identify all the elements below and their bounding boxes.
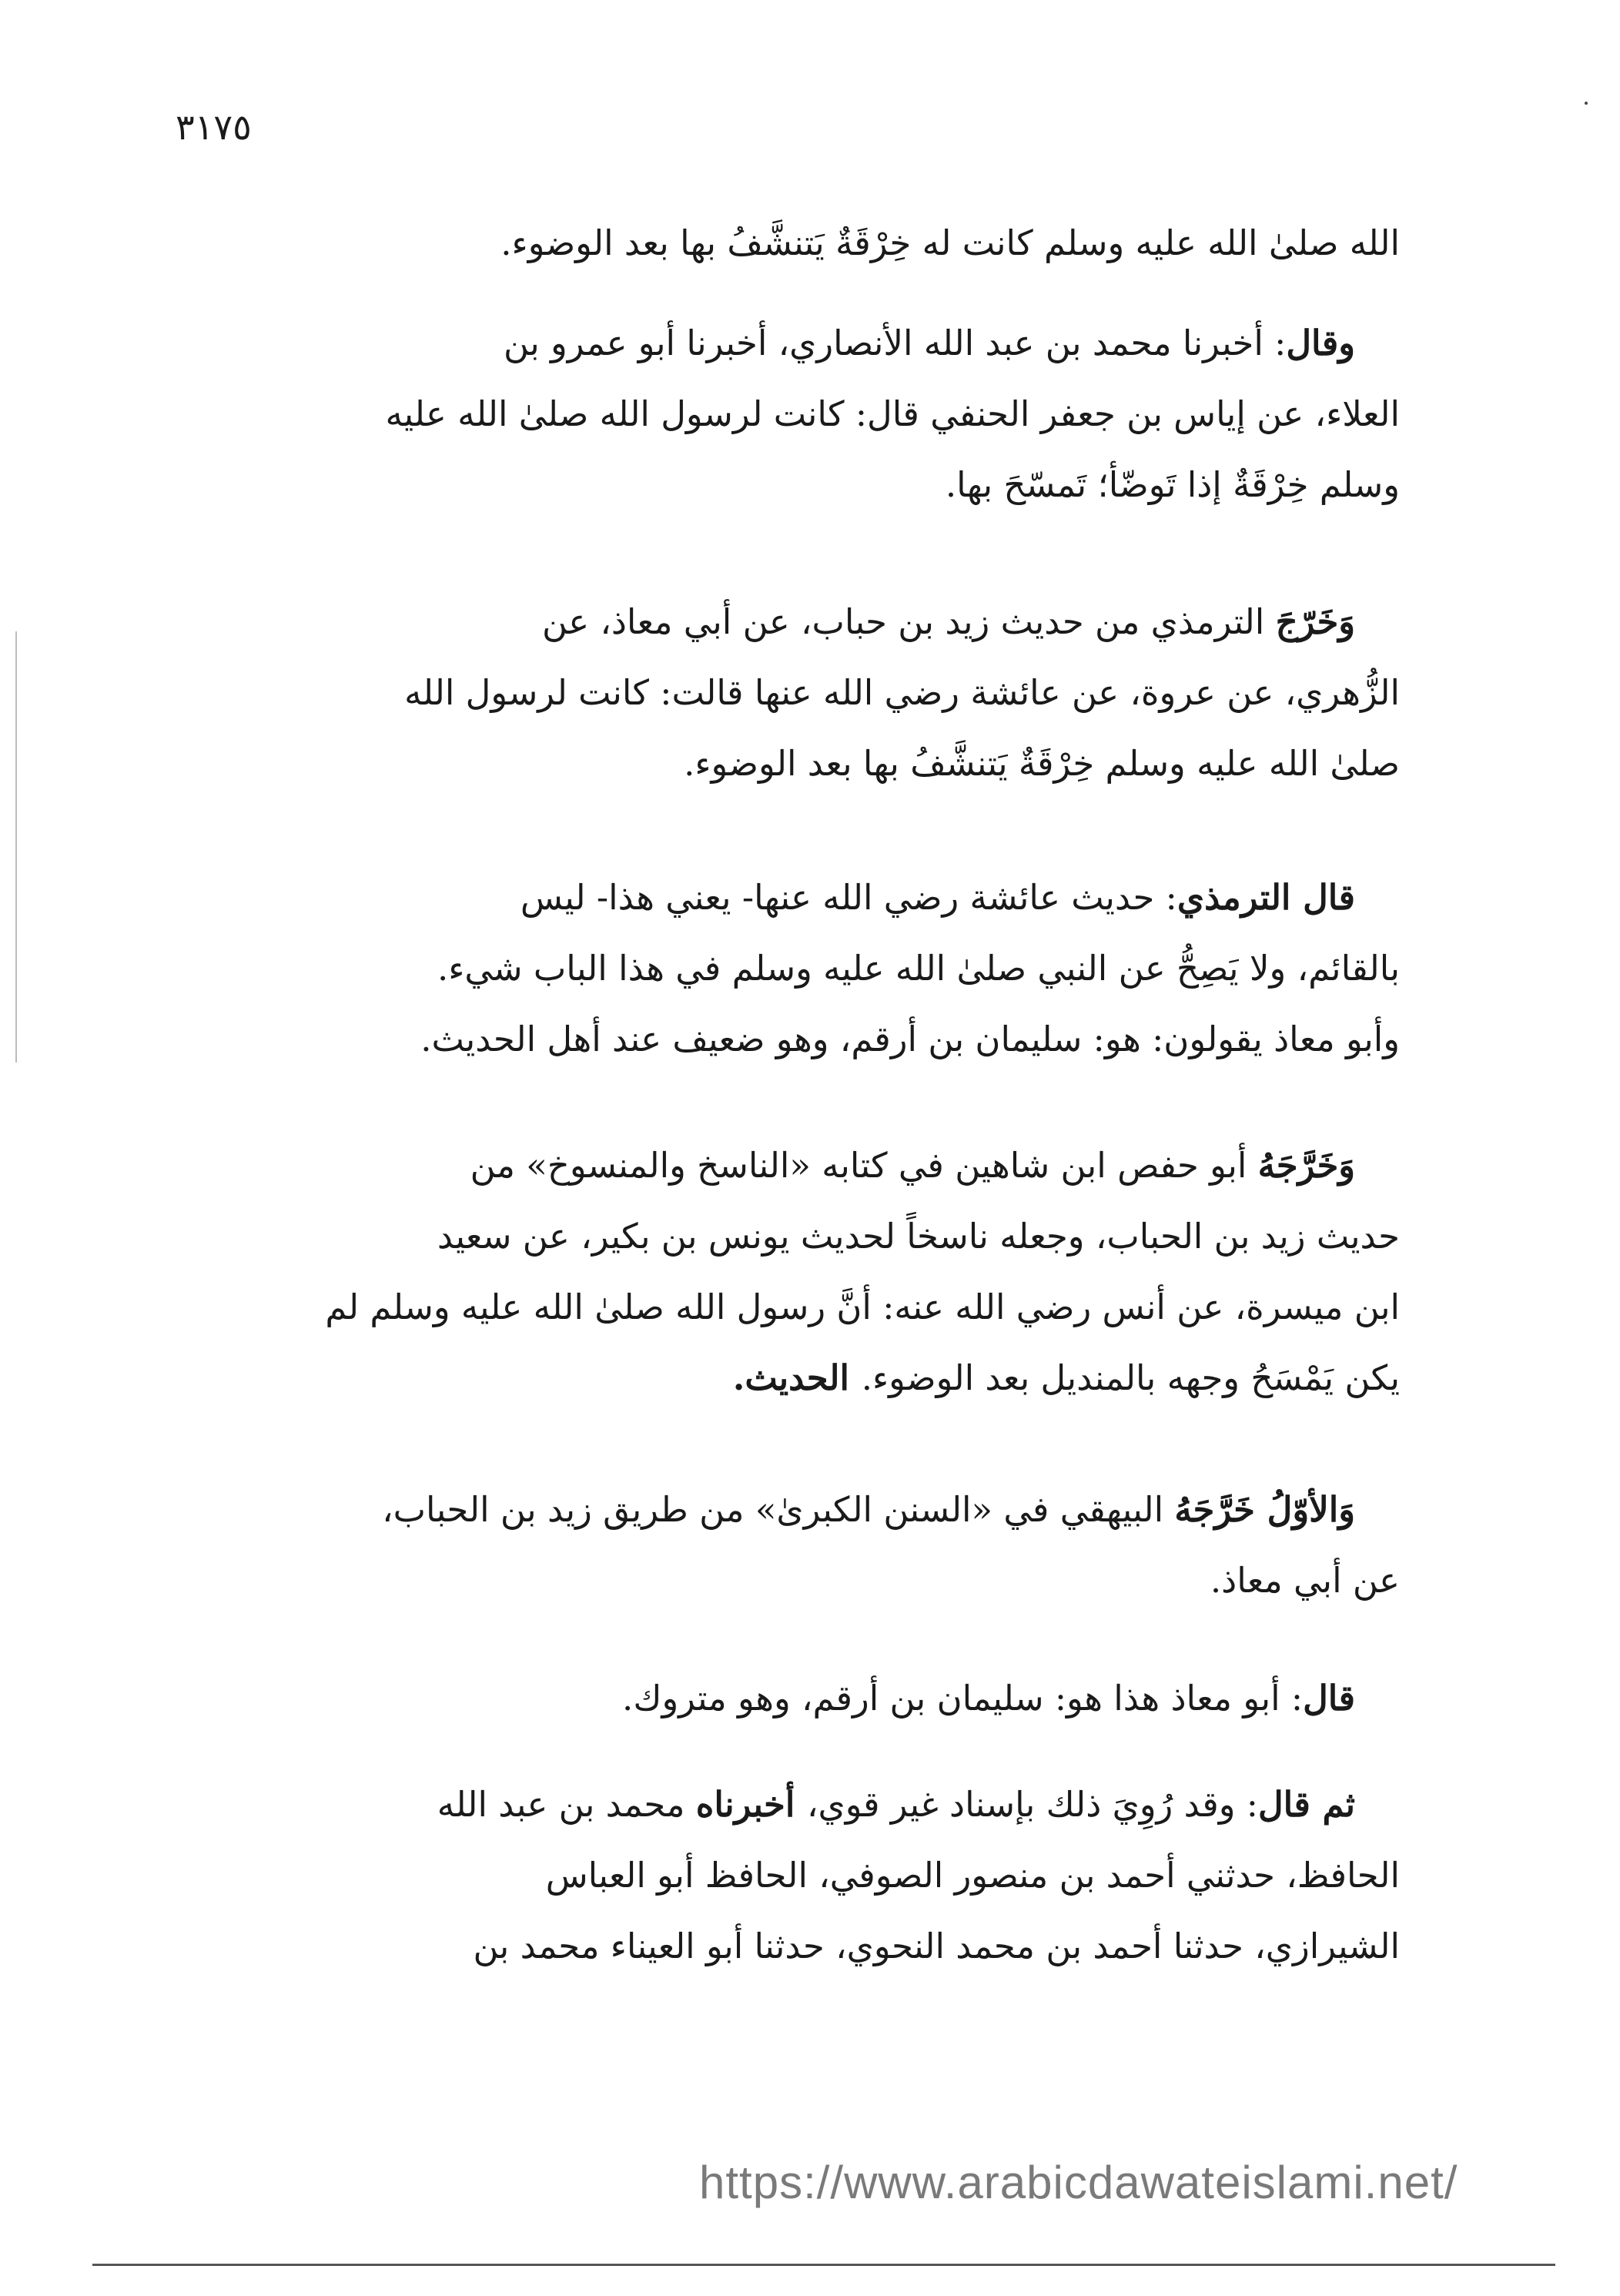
- page-number: ٣١٧٥: [176, 106, 252, 148]
- paragraph-5-line-4-bold: الحديث.: [732, 1357, 862, 1398]
- paragraph-4-line-1-text: : حديث عائشة رضي الله عنها- يعني هذا- ليس: [520, 877, 1177, 918]
- paragraph-4-lead: قال الترمذي: [1177, 877, 1355, 918]
- paragraph-4-line-2: بالقائم، ولا يَصِحُّ عن النبي صلىٰ الله عليه وسلم في هذا الباب شيء.: [437, 948, 1400, 989]
- paragraph-8-line-2: الحافظ، حدثني أحمد بن منصور الصوفي، الحافظ أبو العباس: [545, 1855, 1400, 1896]
- paragraph-5-line-1: [176, 1130, 1400, 1201]
- paragraph-3-line-1: [176, 587, 1400, 658]
- corner-mark: [1585, 102, 1588, 105]
- paragraph-5-lead: وَخَرَّجَهُ: [1257, 1145, 1355, 1186]
- paragraph-5-line-2: حديث زيد بن الحباب، وجعله ناسخاً لحديث يونس بن بكير، عن سعيد: [437, 1216, 1400, 1257]
- paragraph-3-line-2: الزُّهري، عن عروة، عن عائشة رضي الله عنها قالت: كانت لرسول الله: [404, 672, 1400, 713]
- paragraph-4: [176, 862, 1400, 1075]
- paragraph-6: [176, 1474, 1400, 1616]
- paragraph-7-line-1-text: : أبو معاذ هذا هو: سليمان بن أرقم، وهو متروك.: [622, 1678, 1304, 1719]
- paragraph-3: [176, 587, 1400, 799]
- paragraph-6-line-2: عن أبي معاذ.: [1210, 1560, 1400, 1601]
- paragraph-6-lead: وَالأوّلُ خَرَّجَهُ: [1174, 1489, 1355, 1530]
- paragraph-8: [176, 1769, 1400, 1982]
- paragraph-2: [176, 308, 1400, 520]
- paragraph-4-line-1: [176, 862, 1400, 933]
- paragraph-5-line-4-text: يكن يَمْسَحُ وجهه بالمنديل بعد الوضوء.: [861, 1357, 1400, 1398]
- paragraph-8-line-1-text-b: محمد بن عبد الله: [437, 1784, 696, 1825]
- paragraph-3-line-1-text: الترمذي من حديث زيد بن حباب، عن أبي معاذ، عن: [541, 601, 1276, 642]
- paragraph-8-lead: ثم قال: [1257, 1784, 1355, 1825]
- paragraph-1: [176, 208, 1400, 279]
- paragraph-2-line-3: وسلم خِرْقَةٌ إذا تَوضّأ؛ تَمسّحَ بها.: [945, 464, 1400, 505]
- bottom-rule: [92, 2264, 1555, 2266]
- paragraph-8-line-3: الشيرازي، حدثنا أحمد بن محمد النحوي، حدثنا أبو العيناء محمد بن: [473, 1926, 1400, 1966]
- paragraph-7-lead: قال: [1303, 1678, 1355, 1719]
- paragraph-5-line-4: [176, 1343, 1400, 1414]
- scan-margin-mark: [15, 631, 17, 1063]
- paragraph-5-line-3: ابن ميسرة، عن أنس رضي الله عنه: أنَّ رسول الله صلىٰ الله عليه وسلم لم: [325, 1287, 1400, 1327]
- paragraph-8-line-1: [176, 1769, 1400, 1840]
- paragraph-8-line-1-text-a: : وقد رُوِيَ ذلك بإسناد غير قوي،: [807, 1784, 1258, 1825]
- paragraph-5: [176, 1130, 1400, 1414]
- paragraph-3-lead: وَخَرّجَ: [1275, 601, 1355, 642]
- paragraph-6-line-1: [176, 1474, 1400, 1545]
- paragraph-1-line-1: الله صلىٰ الله عليه وسلم كانت له خِرْقَةٌ يَتنشَّفُ بها بعد الوضوء.: [500, 223, 1400, 263]
- paragraph-2-line-2: العلاء، عن إياس بن جعفر الحنفي قال: كانت لرسول الله صلىٰ الله عليه: [385, 393, 1400, 434]
- paragraph-8-lead-2: أخبرناه: [695, 1784, 807, 1825]
- paragraph-7: [176, 1663, 1400, 1734]
- paragraph-6-line-1-text: البيهقي في «السنن الكبرىٰ» من طريق زيد بن الحباب،: [382, 1489, 1175, 1530]
- paragraph-7-line-1: [176, 1663, 1400, 1734]
- paragraph-2-line-1: [176, 308, 1400, 379]
- paragraph-5-line-1-text: أبو حفص ابن شاهين في كتابه «الناسخ والمنسوخ» من: [470, 1145, 1258, 1186]
- paragraph-2-line-1-text: : أخبرنا محمد بن عبد الله الأنصاري، أخبرنا أبو عمرو بن: [503, 323, 1287, 363]
- paragraph-2-lead: وقال: [1286, 323, 1355, 363]
- watermark-url: https://www.arabicdawateislami.net/: [699, 2157, 1458, 2208]
- paragraph-4-line-3: وأبو معاذ يقولون: هو: سليمان بن أرقم، وهو ضعيف عند أهل الحديث.: [420, 1019, 1400, 1059]
- paragraph-3-line-3: صلىٰ الله عليه وسلم خِرْقَةٌ يَتنشَّفُ بها بعد الوضوء.: [684, 743, 1400, 784]
